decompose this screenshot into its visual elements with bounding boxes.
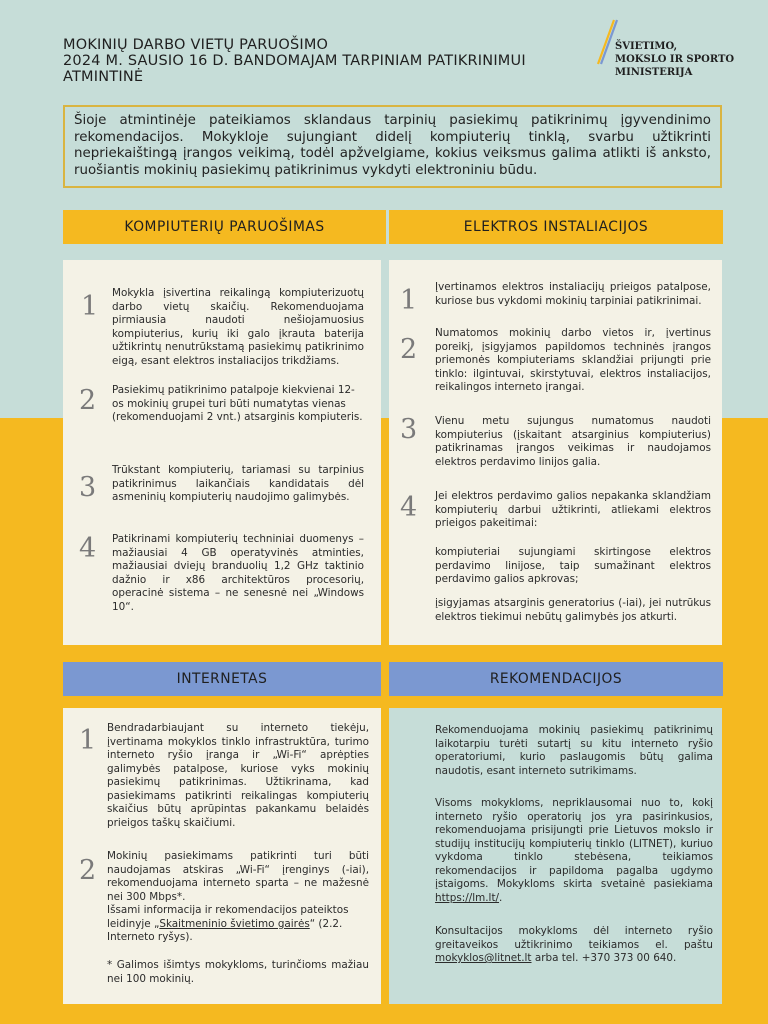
computers-item-4: Patikrinami kompiuterių techniniai duomenys – mažiausiai 4 GB operatyvinės atminties, mažiausiai dviejų branduolių 1,2 GHz taktinio dažnio ir x86 architektūros procesorių, operacinė sistema – ne senesnė nei „Windows 10“. [112,533,364,613]
internet-panel [63,708,381,1004]
title-line-2: 2024 M. SAUSIO 16 D. BANDOMAJAM TARPINIAM PATIKRINIMUI [63,53,526,69]
computers-panel [63,260,381,645]
lm-link[interactable]: https://lm.lt/ [435,891,500,904]
logo-text [615,40,734,79]
item-number: 3 [79,472,97,503]
internet-footnote: * Galimos išimtys mokykloms, turinčioms mažiau nei 100 mokinių. [107,959,369,985]
recommendations-p2-post: . [499,891,503,904]
computers-item-2: Pasiekimų patikrinimo patalpoje kiekvienai 12-os mokinių grupei turi būti numatytas vienas (rekomenduojami 2 vnt.) atsarginis kompiuteris. [112,384,363,423]
title-line-1: MOKINIŲ DARBO VIETŲ PARUOŠIMO [63,37,329,53]
internet-more-post: “ (2.2. Interneto ryšys). [107,917,343,943]
computers-item-3: Trūkstant kompiuterių, tariamasi su tarpinius patikrinimus laikančiais kandidatais dėl asmeninių kompiuterių naudojimo galimybės. [112,464,364,503]
title-line-3: ATMINTINĖ [63,69,144,85]
computers-item-1: Mokykla įsivertina reikalingą kompiuterizuotų darbo vietų skaičių. Rekomenduojama pirmiausia naudoti nešiojamuosius kompiuterius, kurių iki galo įkrauta baterija užtikrintų nenutrūkstamą pasiekimų patikrinimo eigą, esant elektros instaliacijos trikdžiams. [112,287,364,367]
recommendations-p2-text: Visoms mokykloms, nepriklausomai nuo to, kokį interneto ryšio operatorių jos yra pasirinkusios, rekomenduojama prisijungti prie Lietuvos mokslo ir studijų institucijų kompiuterių tinklo (LITNET), kuriuo vykdoma tinklo stebėsena, teikiamos rekomendacijos ir papildoma pagalba ugdymo įstaigoms. Mokykloms skirta svetainė pasiekiama [435,797,713,890]
recommendations-p2 [435,797,713,905]
internet-item-2: Mokinių pasiekimams patikrinti turi būti naudojamas atskiras „Wi-Fi“ įrenginys (-iai), rekomenduojama interneto sparta – ne mažesnė nei 300 Mbps*. [107,850,369,903]
electrical-item-3: Vienu metu sujungus numatomus naudoti kompiuterius (įskaitant atsarginius kompiuterius) patikrinamas įrangos veikimas ir naudojamos elektros perdavimo linijos galia. [435,415,711,468]
ministry-logo [594,18,744,80]
recommendations-p3-text: Konsultacijos mokykloms dėl interneto ryšio greitaveikos užtikrinimo teikiamos el. paštu [435,925,713,951]
item-number: 2 [400,334,418,365]
recommendations-p1: Rekomenduojama mokinių pasiekimų patikrinimų laikotarpiu turėti sutartį su kitu interneto ryšio operatoriumi, kurio paslaugomis būtų galima naudotis, esant interneto sutrikimams. [435,724,713,777]
item-number: 1 [79,725,97,756]
item-number: 2 [79,855,97,886]
internet-item-2-more [107,904,369,945]
item-number: 1 [400,285,418,316]
electrical-item-4: Jei elektros perdavimo galios nepakanka sklandžiam kompiuterių darbui užtikrinti, atliekami elektros prieigos pakeitimai: [435,490,711,529]
electrical-item-1: Įvertinamos elektros instaliacijų prieigos patalpose, kuriose bus vykdomi mokinių tarpiniai patikrinimai. [435,281,711,307]
internet-item-1: Bendradarbiaujant su interneto tiekėju, įvertinama mokyklos tinklo infrastruktūra, turimo interneto ryšio įranga ir „Wi-Fi“ aprėpties galimybės patalpose, kuriose vyks mokinių pasiekimų patikrinimas. Užtikrinama, kad pasiekimams patikrinti reikalingas kompiuterių skaičius būtų aprūpintas pakankamu belaidės prieigos taškų skaičiumi. [107,722,369,829]
page-title [63,37,603,85]
item-number: 4 [400,492,418,523]
electrical-panel [389,260,722,645]
recommendations-p3 [435,925,713,966]
guide-link[interactable]: Skaitmeninio švietimo gairės [159,917,310,930]
recommendations-panel [389,708,722,1004]
item-number: 4 [79,533,97,564]
section-header-electrical: ELEKTROS INSTALIACIJOS [389,210,723,244]
email-link[interactable]: mokyklos@litnet.lt [435,952,532,964]
logo-line-3: MINISTERIJA [615,67,693,78]
intro-box: Šioje atmintinėje pateikiamos sklandaus tarpinių pasiekimų patikrinimų įgyvendinimo rekomendacijos. Mokykloje sujungiant didelį kompiuterių tinklą, svarbu užtikrinti nepriekaištingą įrangos veikimą, todėl apžvelgiame, kokius veiksmus galima atlikti iš anksto, ruošiantis mokinių pasiekimų patikrinimus vykdyti elektroniniu būdu. [63,105,722,188]
logo-line-1: ŠVIETIMO, [615,41,678,52]
section-header-recommendations: REKOMENDACIJOS [389,662,723,696]
item-number: 1 [81,291,99,322]
section-header-internet: INTERNETAS [63,662,381,696]
electrical-item-4-sub-1: kompiuteriai sujungiami skirtingose elektros perdavimo linijose, taip sumažinant elektros perdavimo galios apkrovas; [435,546,711,585]
item-number: 2 [79,385,97,416]
item-number: 3 [400,414,418,445]
section-header-computers: KOMPIUTERIŲ PARUOŠIMAS [63,210,386,244]
electrical-item-2: Numatomos mokinių darbo vietos ir, įvertinus poreikį, įsigyjamos papildomos techninės įrangos priemonės kompiuteriams sklandžiai prijungti prie tinklo: ilgintuvai, skirstytuvai, elektros instaliacijos, reikalingos interneto įrangai. [435,327,711,393]
logo-line-2: MOKSLO IR SPORTO [615,54,735,65]
recommendations-p3-post: arba tel. +370 373 00 640. [534,952,677,964]
electrical-item-4-sub-2: įsigyjamas atsarginis generatorius (-iai), jei nutrūkus elektros tiekimui nebūtų galimybės jos atkurti. [435,597,711,623]
internet-more-pre: Išsami informacija ir rekomendacijos pateiktos leidinyje „ [107,904,349,930]
